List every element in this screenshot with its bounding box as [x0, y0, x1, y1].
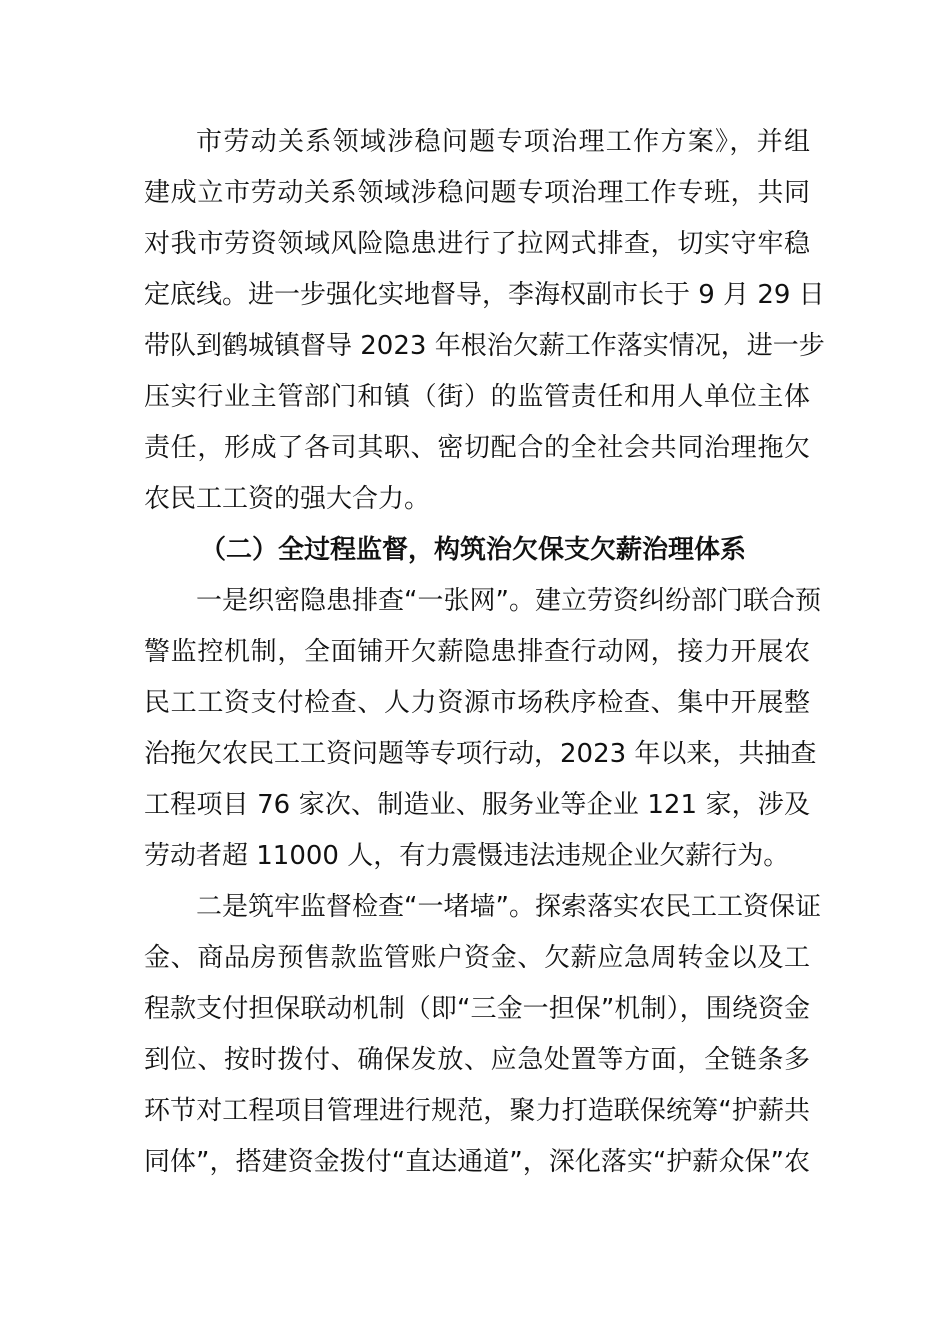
paragraph-line: 到位、按时拨付、确保发放、应急处置等方面，全链条多 [144, 1045, 810, 1075]
paragraph-line: 程款支付担保联动机制（即“三金一担保”机制），围绕资金 [144, 994, 810, 1024]
paragraph-line: 劳动者超 11000 人，有力震慑违法违规企业欠薪行为。 [144, 841, 790, 871]
paragraph-line: 治拖欠农民工工资问题等专项行动，2023 年以来，共抽查 [144, 739, 817, 769]
paragraph-3 [144, 882, 821, 1188]
paragraph-line: 民工工资支付检查、人力资源市场秩序检查、集中开展整 [144, 688, 810, 718]
paragraph-line: 定底线。进一步强化实地督导，李海权副市长于 9 月 29 日 [144, 280, 825, 310]
paragraph-line: 市劳动关系领域涉稳问题专项治理工作方案》，并组 [196, 127, 810, 157]
paragraph-line: 责任，形成了各司其职、密切配合的全社会共同治理拖欠 [144, 433, 810, 463]
section-heading: （二）全过程监督，构筑治欠保支欠薪治理体系 [200, 535, 747, 565]
paragraph-line: 二是筑牢监督检查“一堵墙”。探索落实农民工工资保证 [196, 892, 821, 922]
paragraph-2 [144, 576, 821, 882]
paragraph-line: 带队到鹤城镇督导 2023 年根治欠薪工作落实情况，进一步 [144, 331, 825, 361]
paragraph-line: 工程项目 76 家次、制造业、服务业等企业 121 家，涉及 [144, 790, 810, 820]
paragraph-line: 压实行业主管部门和镇（街）的监管责任和用人单位主体 [144, 382, 810, 412]
paragraph-1 [144, 117, 825, 525]
paragraph-line: 金、商品房预售款监管账户资金、欠薪应急周转金以及工 [144, 943, 810, 973]
paragraph-line: 建成立市劳动关系领域涉稳问题专项治理工作专班，共同 [144, 178, 810, 208]
paragraph-line: 农民工工资的强大合力。 [144, 484, 431, 514]
paragraph-line: 警监控机制，全面铺开欠薪隐患排查行动网，接力开展农 [144, 637, 810, 667]
paragraph-line: 环节对工程项目管理进行规范，聚力打造联保统筹“护薪共 [144, 1096, 810, 1126]
document-body [144, 117, 825, 1188]
paragraph-line: 同体”，搭建资金拨付“直达通道”，深化落实“护薪众保”农 [144, 1147, 810, 1177]
paragraph-line: 对我市劳资领域风险隐患进行了拉网式排查，切实守牢稳 [144, 229, 810, 259]
paragraph-line: 一是织密隐患排查“一张网”。建立劳资纠纷部门联合预 [196, 586, 821, 616]
